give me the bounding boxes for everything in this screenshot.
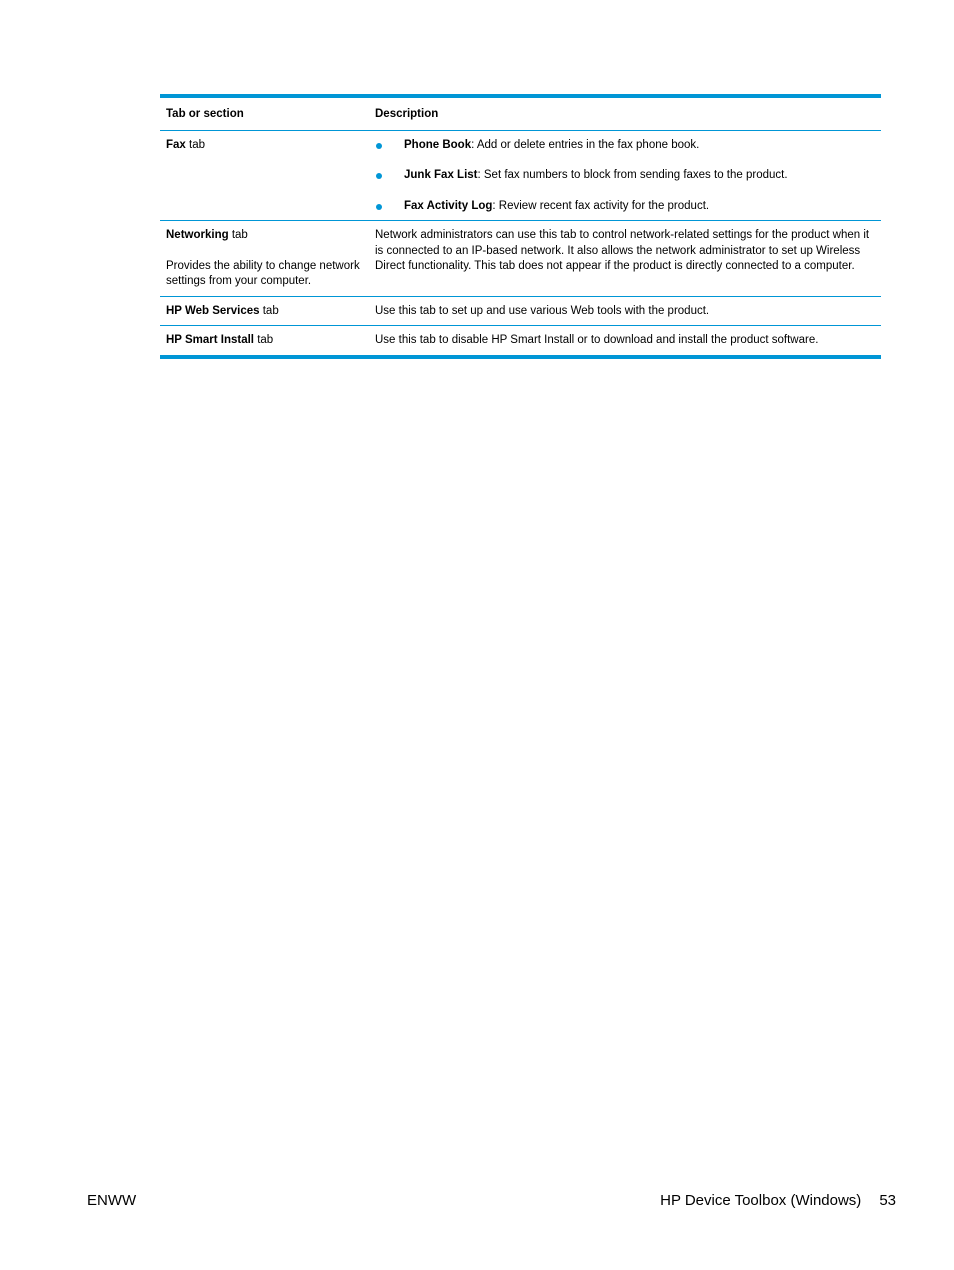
tab-name-bold: HP Web Services	[166, 304, 260, 317]
tab-name-suffix: tab	[259, 304, 279, 317]
bullet-term: Junk Fax List	[404, 169, 478, 181]
row-description-smart-install: Use this tab to disable HP Smart Install or to download and install the product software.	[375, 334, 819, 346]
table-row	[160, 326, 881, 357]
networking-subdescription: Provides the ability to change network settings from your computer.	[166, 259, 360, 287]
bullet-icon	[376, 143, 382, 149]
page-number: 53	[879, 1192, 896, 1209]
row-name-fax	[160, 130, 369, 221]
row-description-fax	[369, 130, 881, 221]
tab-name-bold: HP Smart Install	[166, 334, 254, 346]
bullet-text: : Set fax numbers to block from sending faxes to the product.	[477, 169, 788, 181]
tab-name-suffix: tab	[228, 229, 248, 241]
tab-name-bold: Networking	[166, 229, 229, 241]
list-item	[375, 168, 875, 184]
list-item	[375, 199, 875, 215]
footer-locale-code: ENWW	[87, 1192, 137, 1209]
row-description-web-services: Use this tab to set up and use various Web tools with the product.	[369, 296, 881, 326]
list-item	[375, 138, 875, 154]
bullet-icon	[376, 204, 382, 210]
toolbox-tabs-table	[160, 94, 881, 359]
tab-name-suffix: tab	[185, 138, 206, 151]
tab-name-suffix: tab	[254, 334, 274, 346]
bullet-text: : Review recent fax activity for the product.	[492, 199, 710, 212]
row-name-web-services	[160, 296, 369, 326]
row-name-smart-install	[160, 326, 369, 357]
tab-name-bold: Fax	[166, 138, 186, 151]
bullet-term: Phone Book	[404, 138, 472, 151]
fax-bullet-list	[375, 138, 875, 215]
table-row	[160, 221, 881, 297]
footer-section	[660, 1192, 896, 1209]
header-description: Description	[369, 96, 881, 130]
header-tab-or-section: Tab or section	[160, 96, 369, 130]
bullet-text: : Add or delete entries in the fax phone book.	[471, 138, 700, 151]
table-row	[160, 130, 881, 221]
bullet-term: Fax Activity Log	[404, 199, 493, 212]
row-name-networking	[160, 221, 369, 297]
row-description-networking: Network administrators can use this tab to control network-related settings for the product when it is connected to an IP-based network. It also allows the network administrator to set up Wireless Direct functionality. This tab does not appear if the product is directly connected to a computer.	[369, 221, 881, 297]
footer-section-title: HP Device Toolbox (Windows)	[660, 1192, 862, 1209]
table-header-row	[160, 96, 881, 130]
table-row	[160, 296, 881, 326]
bullet-icon	[376, 173, 382, 179]
